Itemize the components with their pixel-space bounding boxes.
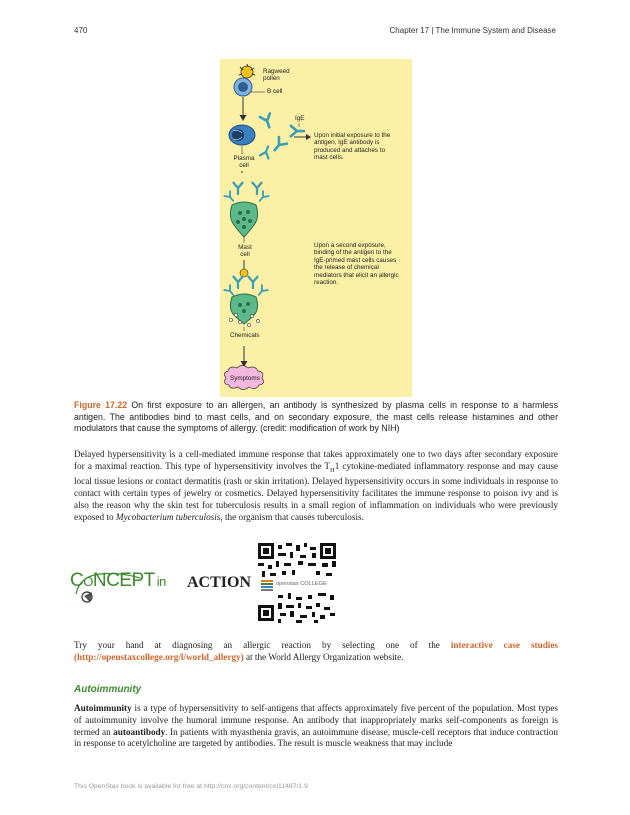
- ige-antibody-icon: [270, 137, 286, 154]
- openstax-label: openstax COLLEGE: [276, 581, 327, 587]
- allergy-diagram: [220, 59, 412, 397]
- qr-code[interactable]: [258, 543, 338, 623]
- figure-caption: [74, 400, 558, 435]
- label-ragweed-pollen: Ragweed pollen: [263, 68, 290, 83]
- figure-caption-text: On first exposure to an allergen, an antibody is synthesized by plasma cells in response to a harmless antigen. The antibodies bind to mast cells, and on secondary exposure, the mast cells release histamines and other modulators that cause the symptoms of allergy. (credit: modification of work by NIH): [74, 400, 558, 434]
- ige-antibody-icon: [260, 113, 274, 129]
- paragraph-try-your-hand: Try your hand at diagnosing an allergic reaction by selecting one of the interactive case studies (http://openstaxcollege.org/l/world_allergy) at the World Allergy Organization website.: [74, 640, 559, 662]
- world-allergy-link[interactable]: interactive case studies (http://openstaxcollege.org/l/world_allergy): [74, 640, 559, 662]
- paragraph-delayed-hypersensitivity: Delayed hypersensitivity is a cell-mediated immune response that takes approximately one to two days after secondary exposure for a maximal reaction. This type of hypersensitivity involves the $T_H1$ cytokine-mediated inflammatory response and may cause local tissue lesions or contact dermatitis (rash or skin irritation). Delayed hypersensitivity occurs in some individuals in response to contact with certain types of jewelry or cosmetics. Delayed hypersensitivity facilitates the immune response to poison ivy and is also the reason why the skin test for tuberculosis results in a small region of inflammation on individuals who were previously exposed to Mycobacterium tuberculosis, the organism that causes tuberculosis.: [74, 449, 558, 522]
- chapter-title: Chapter 17 | The Immune System and Disease: [389, 26, 556, 35]
- concept-logo-text: CONCEPT in: [70, 570, 166, 591]
- ige-antibody-icon: [260, 145, 272, 159]
- label-plasma-cell: Plasma cell: [233, 155, 255, 170]
- mast-cell-icon: [224, 183, 268, 237]
- concept-logo-action: ACTION: [187, 574, 252, 591]
- allergy-figure: [220, 59, 412, 397]
- figure-number: Figure 17.22: [74, 400, 128, 410]
- plasma-cell-icon: [229, 125, 255, 145]
- label-chemicals: Chemicals: [230, 332, 260, 339]
- page-footer: This OpenStax book is available for free at http://cnx.org/content/col11487/1.9: [74, 783, 308, 790]
- label-ige: IgE: [295, 115, 305, 122]
- label-mast-cell: Mast cell: [238, 244, 252, 259]
- note-second-exposure: Upon a second exposure, binding of the antigen to the IgE-primed mast cells causes the release of chemical mediators that elicit an allergic reaction.: [314, 242, 399, 287]
- label-b-cell: B cell: [267, 88, 283, 95]
- page-number: 470: [74, 26, 88, 35]
- b-cell-icon: [234, 78, 252, 96]
- section-heading-autoimmunity: Autoimmunity: [74, 684, 142, 695]
- note-first-exposure: Upon initial exposure to the antigen, IgE antibody is produced and attaches to mast cells.: [314, 132, 391, 162]
- concept-in-action-logo: [70, 566, 252, 606]
- label-symptoms: Symptoms: [230, 375, 260, 382]
- paragraph-autoimmunity: Autoimmunity is a type of hypersensitivity to self-antigens that affects approximately five percent of the population. Most types of autoimmunity involve the humoral immune response. An antibody that inappropriately marks self-components as foreign is termed an autoantibody. In patients with myasthenia gravis, an autoimmune disease, muscle-cell receptors that induce contraction in response to acetylcholine are targeted by antibodies. The result is muscle weakness that may include: [74, 703, 559, 749]
- ige-antibody-icon: [291, 126, 304, 137]
- activated-mast-cell-icon: [224, 269, 267, 327]
- ragweed-pollen-icon: [239, 64, 255, 80]
